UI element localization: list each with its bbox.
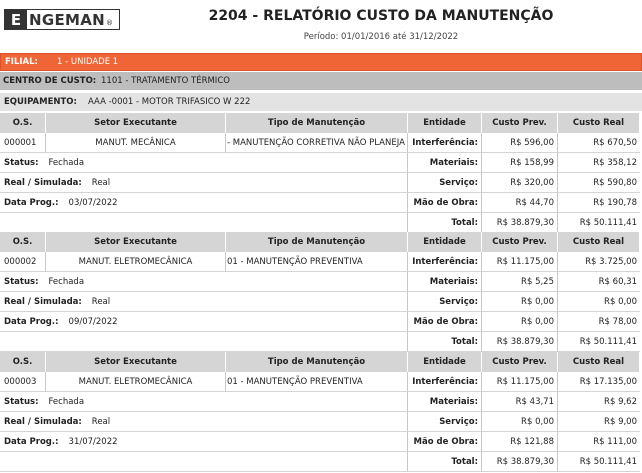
column-header-tipo: Tipo de Manutenção xyxy=(226,232,408,252)
executing-sector: MANUT. ELETROMECÂNICA xyxy=(46,252,226,272)
cost-real: R$ 9,00 xyxy=(558,412,640,432)
column-header-setor: Setor Executante xyxy=(46,232,226,252)
os-number: 000003 xyxy=(0,372,46,392)
entity-label: Serviço: xyxy=(408,292,482,312)
detail-label: Data Prog.: xyxy=(4,316,59,327)
cost-real: R$ 78,00 xyxy=(558,312,640,332)
detail-value: Real xyxy=(91,177,111,188)
filial-label: FILIAL: xyxy=(5,57,38,67)
order-detail-row xyxy=(0,412,642,432)
executing-sector: MANUT. ELETROMECÂNICA xyxy=(46,372,226,392)
cost-real: R$ 358,12 xyxy=(558,153,640,173)
column-header-entidade: Entidade xyxy=(408,113,482,133)
column-header-setor: Setor Executante xyxy=(46,113,226,133)
order-detail-info xyxy=(0,193,408,213)
column-header-tipo: Tipo de Manutenção xyxy=(226,113,408,133)
entity-label: Interferência: xyxy=(408,133,482,153)
cost-real: R$ 9,62 xyxy=(558,392,640,412)
total-prev: R$ 38.879,30 xyxy=(482,452,558,472)
equipment-band xyxy=(0,93,642,111)
entity-label: Interferência: xyxy=(408,252,482,272)
detail-label: Status: xyxy=(4,396,39,407)
cost-real: R$ 60,31 xyxy=(558,272,640,292)
detail-value: Real xyxy=(91,416,111,427)
total-label: Total: xyxy=(408,213,482,233)
order-detail-info xyxy=(0,173,408,193)
detail-label: Real / Simulada: xyxy=(4,177,82,188)
order-total-row xyxy=(0,332,642,352)
cost-real: R$ 590,80 xyxy=(558,173,640,193)
detail-value: Real xyxy=(91,296,111,307)
entity-label: Materiais: xyxy=(408,272,482,292)
cost-prev: R$ 44,70 xyxy=(482,193,558,213)
column-header-entidade: Entidade xyxy=(408,232,482,252)
total-spacer xyxy=(0,213,408,233)
order-main-row xyxy=(0,372,642,392)
detail-value: 03/07/2022 xyxy=(68,197,118,208)
cost-center-band xyxy=(0,72,642,90)
total-real: R$ 50.111,41 xyxy=(558,452,640,472)
total-prev: R$ 38.879,30 xyxy=(482,332,558,352)
order-total-row xyxy=(0,452,642,472)
logo-text: NGEMAN xyxy=(29,10,106,29)
order-main-row xyxy=(0,252,642,272)
order-detail-row xyxy=(0,153,642,173)
entity-label: Interferência: xyxy=(408,372,482,392)
total-label: Total: xyxy=(408,452,482,472)
executing-sector: MANUT. MECÂNICA xyxy=(46,133,226,153)
detail-value: Fechada xyxy=(48,276,85,287)
cost-prev: R$ 0,00 xyxy=(482,312,558,332)
order-header-row xyxy=(0,232,642,252)
cost-prev: R$ 121,88 xyxy=(482,432,558,452)
report-period: Período: 01/01/2016 até 31/12/2022 xyxy=(303,32,459,42)
entity-label: Materiais: xyxy=(408,392,482,412)
column-header-real: Custo Real xyxy=(558,232,640,252)
detail-label: Data Prog.: xyxy=(4,436,59,447)
cost-center-value: 1101 - TRATAMENTO TÉRMICO xyxy=(101,76,230,86)
order-detail-info xyxy=(0,292,408,312)
column-header-real: Custo Real xyxy=(558,352,640,372)
total-spacer xyxy=(0,332,408,352)
column-header-setor: Setor Executante xyxy=(46,352,226,372)
column-header-prev: Custo Prev. xyxy=(482,352,558,372)
os-number: 000001 xyxy=(0,133,46,153)
total-real: R$ 50.111,41 xyxy=(558,213,640,233)
cost-real: R$ 17.135,00 xyxy=(558,372,640,392)
os-number: 000002 xyxy=(0,252,46,272)
detail-label: Real / Simulada: xyxy=(4,296,82,307)
cost-prev: R$ 0,00 xyxy=(482,292,558,312)
column-header-entidade: Entidade xyxy=(408,352,482,372)
entity-label: Mão de Obra: xyxy=(408,432,482,452)
cost-prev: R$ 11.175,00 xyxy=(482,252,558,272)
detail-value: 31/07/2022 xyxy=(68,436,118,447)
total-spacer xyxy=(0,452,408,472)
entity-label: Mão de Obra: xyxy=(408,193,482,213)
detail-label: Status: xyxy=(4,157,39,168)
cost-real: R$ 111,00 xyxy=(558,432,640,452)
cost-prev: R$ 320,00 xyxy=(482,173,558,193)
entity-label: Mão de Obra: xyxy=(408,312,482,332)
registered-mark: ® xyxy=(106,18,114,27)
filial-band xyxy=(0,53,642,71)
order-detail-row xyxy=(0,173,642,193)
column-header-os: O.S. xyxy=(0,232,46,252)
cost-center-label: CENTRO DE CUSTO: xyxy=(3,76,97,86)
total-label: Total: xyxy=(408,332,482,352)
order-detail-row xyxy=(0,432,642,452)
cost-prev: R$ 0,00 xyxy=(482,412,558,432)
order-header-row xyxy=(0,352,642,372)
filial-value: 1 - UNIDADE 1 xyxy=(57,57,119,67)
report-title: 2204 - RELATÓRIO CUSTO DA MANUTENÇÃO xyxy=(208,8,554,24)
order-detail-row xyxy=(0,312,642,332)
engeman-logo xyxy=(4,9,120,30)
column-header-os: O.S. xyxy=(0,113,46,133)
maintenance-type: - MANUTENÇÃO CORRETIVA NÃO PLANEJA xyxy=(226,133,408,153)
cost-prev: R$ 11.175,00 xyxy=(482,372,558,392)
cost-real: R$ 670,50 xyxy=(558,133,640,153)
order-header-row xyxy=(0,113,642,133)
entity-label: Serviço: xyxy=(408,412,482,432)
cost-real: R$ 3.725,00 xyxy=(558,252,640,272)
order-detail-row xyxy=(0,193,642,213)
detail-value: 09/07/2022 xyxy=(68,316,118,327)
maintenance-type: 01 - MANUTENÇÃO PREVENTIVA xyxy=(226,372,408,392)
column-header-os: O.S. xyxy=(0,352,46,372)
cost-prev: R$ 596,00 xyxy=(482,133,558,153)
column-header-prev: Custo Prev. xyxy=(482,232,558,252)
order-detail-info xyxy=(0,272,408,292)
column-header-tipo: Tipo de Manutenção xyxy=(226,352,408,372)
cost-real: R$ 190,78 xyxy=(558,193,640,213)
detail-value: Fechada xyxy=(48,396,85,407)
maintenance-type: 01 - MANUTENÇÃO PREVENTIVA xyxy=(226,252,408,272)
order-detail-info xyxy=(0,432,408,452)
detail-label: Status: xyxy=(4,276,39,287)
order-detail-row xyxy=(0,392,642,412)
logo-mark: E xyxy=(5,10,27,29)
equipment-label: EQUIPAMENTO: xyxy=(4,97,77,107)
order-detail-info xyxy=(0,392,408,412)
cost-prev: R$ 158,99 xyxy=(482,153,558,173)
cost-prev: R$ 5,25 xyxy=(482,272,558,292)
order-detail-info xyxy=(0,312,408,332)
column-header-prev: Custo Prev. xyxy=(482,113,558,133)
detail-label: Real / Simulada: xyxy=(4,416,82,427)
cost-real: R$ 0,00 xyxy=(558,292,640,312)
total-real: R$ 50.111,41 xyxy=(558,332,640,352)
order-total-row xyxy=(0,213,642,233)
entity-label: Materiais: xyxy=(408,153,482,173)
order-detail-info xyxy=(0,412,408,432)
entity-label: Serviço: xyxy=(408,173,482,193)
order-detail-row xyxy=(0,272,642,292)
order-detail-info xyxy=(0,153,408,173)
detail-value: Fechada xyxy=(48,157,85,168)
order-detail-row xyxy=(0,292,642,312)
detail-label: Data Prog.: xyxy=(4,197,59,208)
order-main-row xyxy=(0,133,642,153)
total-prev: R$ 38.879,30 xyxy=(482,213,558,233)
cost-prev: R$ 43,71 xyxy=(482,392,558,412)
equipment-value: AAA -0001 - MOTOR TRIFASICO W 222 xyxy=(88,97,251,107)
column-header-real: Custo Real xyxy=(558,113,640,133)
